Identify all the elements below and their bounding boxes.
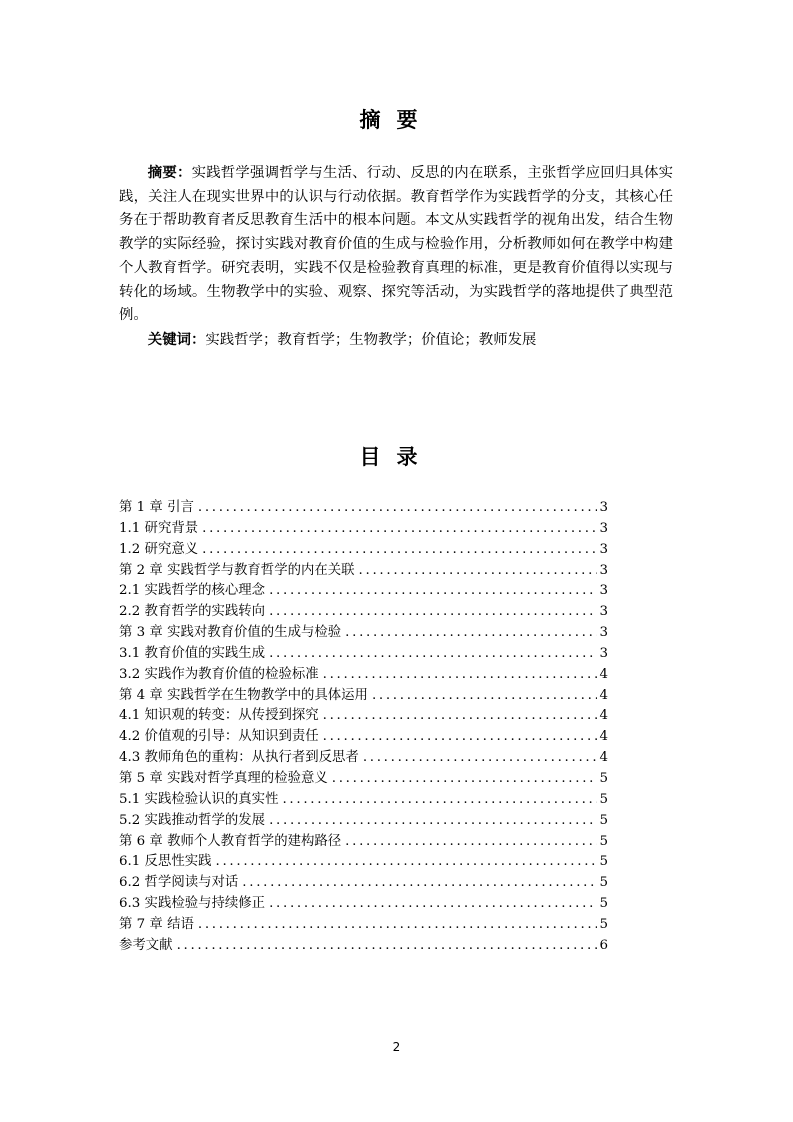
toc-dot-leader [282, 790, 597, 811]
abstract-body: 实践哲学强调哲学与生活、行动、反思的内在联系，主张哲学应回归具体实践，关注人在现实世界中的认识与行动依据。教育哲学作为实践哲学的分支，其核心任务在于帮助教育者反思教育生活中的根本问题。本文从实践哲学的视角出发，结合生物教学的实际经验，探讨实践对教育价值的生成与检验作用，分析教师如何在教学中构建个人教育哲学。研究表明，实践不仅是检验教育真理的标准，更是教育价值得以实现与转化的场域。生物教学中的实验、观察、探究等活动，为实践哲学的落地提供了典型范例。 [119, 165, 673, 324]
toc-entry-page: 3 [599, 541, 608, 557]
toc-dot-leader [198, 498, 598, 519]
toc-entry-label: 5.1 实践检验认识的真实性 [119, 791, 279, 807]
toc-dot-leader [323, 727, 598, 748]
toc-dot-leader [359, 561, 598, 582]
toc-entry-label: 第 1 章 引言 [119, 500, 194, 515]
toc-entry-page: 5 [599, 791, 608, 807]
toc-entry[interactable] [119, 790, 608, 811]
toc-dot-leader [345, 832, 597, 853]
toc-entry-page: 3 [599, 583, 608, 599]
toc-entry-label: 第 3 章 实践对教育价值的生成与检验 [119, 625, 342, 641]
toc-entry[interactable] [119, 748, 608, 769]
toc-entry-label: 2.2 教育哲学的实践转向 [119, 604, 266, 620]
toc-entry-label: 5.2 实践推动哲学的发展 [119, 812, 266, 828]
toc-entry-label: 6.3 实践检验与持续修正 [119, 896, 266, 912]
toc-entry[interactable] [119, 519, 608, 540]
toc-dot-leader [332, 769, 598, 790]
toc-entry-page: 4 [599, 708, 608, 724]
toc-dot-leader [242, 873, 597, 894]
toc-entry[interactable] [119, 706, 608, 727]
toc-entry[interactable] [119, 581, 608, 602]
toc-entry[interactable] [119, 915, 608, 936]
toc-entry-page: 4 [599, 666, 608, 682]
toc-dot-leader [202, 540, 597, 561]
toc-entry-label: 6.2 哲学阅读与对话 [119, 875, 239, 891]
toc-entry[interactable] [119, 540, 608, 561]
toc-entry-label: 第 7 章 结语 [119, 916, 194, 932]
toc-dot-leader [372, 686, 598, 707]
toc-entry-page: 5 [599, 896, 608, 912]
toc-entry[interactable] [119, 644, 608, 665]
toc-dot-leader [323, 706, 598, 727]
toc-entry-page: 6 [599, 937, 608, 953]
abstract-section [119, 161, 673, 353]
toc-dot-leader [177, 936, 598, 957]
toc-entry[interactable] [119, 561, 608, 582]
toc-entry[interactable] [119, 686, 608, 707]
toc-entry[interactable] [119, 936, 608, 957]
toc-entry-page: 4 [599, 750, 608, 766]
toc-dot-leader [269, 602, 597, 623]
toc-entry-label: 1.2 研究意义 [119, 541, 199, 557]
toc-entry-page: 4 [599, 687, 608, 703]
toc-dot-leader [363, 748, 598, 769]
toc-entry-page: 5 [599, 812, 608, 828]
toc-entry-page: 5 [599, 833, 608, 849]
toc-entry-label: 3.1 教育价值的实践生成 [119, 645, 266, 661]
toc-dot-leader [323, 665, 598, 686]
toc-entry[interactable] [119, 873, 608, 894]
toc-entry-page: 3 [599, 604, 608, 620]
toc-entry-label: 6.1 反思性实践 [119, 854, 212, 870]
toc-dot-leader [202, 519, 597, 540]
toc-entry[interactable] [119, 811, 608, 832]
toc-heading: 目录 [359, 444, 434, 469]
toc-entry-label: 4.1 知识观的转变：从传授到探究 [119, 708, 319, 724]
toc-entry[interactable] [119, 727, 608, 748]
toc-entry-page: 5 [599, 875, 608, 891]
keywords-label: 关键词： [147, 330, 206, 348]
page-number: 2 [392, 1040, 401, 1054]
toc-entry[interactable] [119, 623, 608, 644]
toc-entry-label: 4.3 教师角色的重构：从执行者到反思者 [119, 750, 359, 766]
toc-entry-label: 第 6 章 教师个人教育哲学的建构路径 [119, 833, 342, 849]
toc-dot-leader [269, 811, 597, 832]
toc-entry-label: 1.1 研究背景 [119, 520, 199, 536]
toc-entry-page: 5 [599, 916, 608, 932]
toc-entry-page: 3 [599, 562, 608, 578]
toc-entry-page: 5 [599, 770, 608, 786]
keywords-line [119, 328, 673, 353]
toc-dot-leader [216, 852, 598, 873]
toc-entry-label: 参考文献 [119, 937, 173, 953]
toc-entry-page: 5 [599, 854, 608, 870]
toc-dot-leader [198, 915, 598, 936]
toc-entry-label: 第 5 章 实践对哲学真理的检验意义 [119, 770, 328, 786]
toc-dot-leader [269, 644, 597, 665]
toc-entry-label: 2.1 实践哲学的核心理念 [119, 583, 266, 599]
toc-entry[interactable] [119, 894, 608, 915]
abstract-label: 摘要： [147, 164, 192, 181]
toc-entry[interactable] [119, 498, 608, 519]
keywords-text: 实践哲学；教育哲学；生物教学；价值论；教师发展 [205, 331, 537, 348]
toc-entry-page: 4 [599, 729, 608, 745]
toc-entry-page: 3 [599, 520, 608, 536]
toc-entry[interactable] [119, 852, 608, 873]
toc-entry[interactable] [119, 832, 608, 853]
toc-entry-page: 3 [599, 625, 608, 641]
toc-entry-label: 第 4 章 实践哲学在生物教学中的具体运用 [119, 687, 368, 703]
toc-entry-page: 3 [599, 645, 608, 661]
toc-entry-label: 3.2 实践作为教育价值的检验标准 [119, 666, 319, 682]
toc-dot-leader [269, 581, 597, 602]
toc-entry-page: 3 [599, 500, 608, 515]
toc-dot-leader [269, 894, 597, 915]
toc-entry-label: 第 2 章 实践哲学与教育哲学的内在关联 [119, 562, 355, 578]
toc-entry[interactable] [119, 769, 608, 790]
toc-list [119, 498, 608, 957]
toc-entry[interactable] [119, 665, 608, 686]
abstract-paragraph [119, 161, 673, 328]
toc-entry[interactable] [119, 602, 608, 623]
abstract-heading: 摘要 [359, 107, 434, 132]
toc-dot-leader [345, 623, 597, 644]
toc-entry-label: 4.2 价值观的引导：从知识到责任 [119, 729, 319, 745]
